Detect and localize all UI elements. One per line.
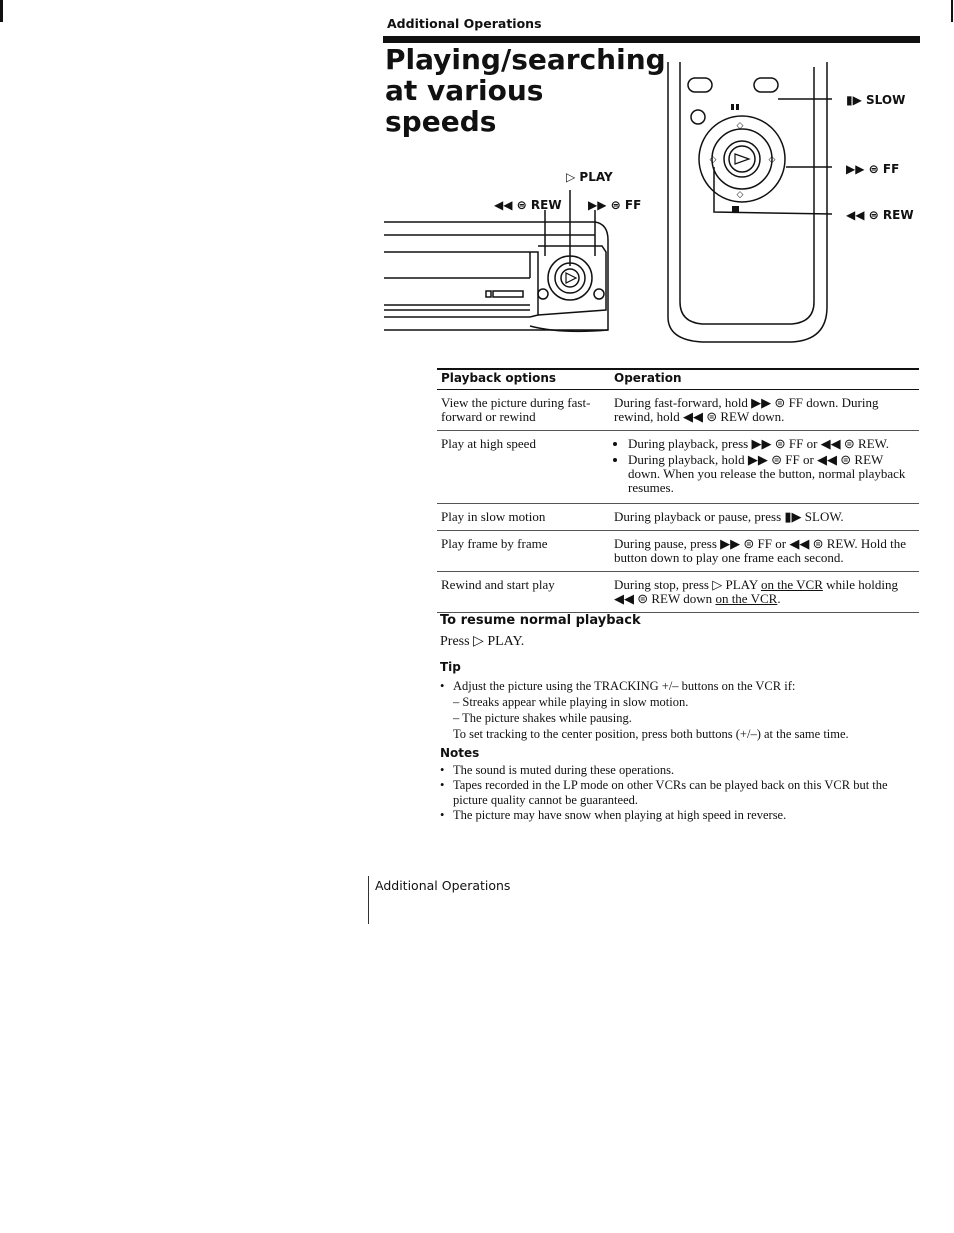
tip-bullet: • Adjust the picture using the TRACKING +/– buttons on the VCR if:	[440, 678, 910, 694]
tip-sub-item: – The picture shakes while pausing.	[453, 711, 632, 725]
resume-text: Press ▷ PLAY.	[440, 634, 525, 649]
table-row	[437, 431, 919, 504]
notes-heading: Notes	[440, 746, 480, 760]
svg-text:◇: ◇	[736, 189, 744, 199]
operation-cell	[610, 572, 919, 613]
tip-body	[440, 678, 910, 742]
operation-text: During stop, press ▷ PLAY	[614, 577, 761, 592]
remote-rew-text: REW	[882, 208, 914, 222]
operation-text: while holding ◀◀ ⊜ REW down	[614, 577, 898, 606]
option-cell: Rewind and start play	[437, 572, 610, 613]
remote-ff-label: ▶▶ ⊜ FF	[846, 162, 900, 176]
header-rule	[383, 36, 920, 43]
operation-cell: During pause, press ▶▶ ⊜ FF or ◀◀ ⊜ REW. Hold the button down to play one frame each second.	[610, 531, 919, 572]
playback-options-table	[437, 368, 919, 613]
operation-cell: During fast-forward, hold ▶▶ ⊜ FF down. During rewind, hold ◀◀ ⊜ REW down.	[610, 390, 919, 431]
svg-text:◇: ◇	[709, 154, 717, 164]
footer-rule	[368, 876, 369, 924]
svg-text:◇: ◇	[736, 120, 744, 130]
page-edge-mark	[0, 0, 3, 22]
vcr-play-text: PLAY	[579, 170, 613, 184]
remote-rew-label: ◀◀ ⊜ REW	[846, 208, 914, 222]
remote-illustration	[662, 62, 852, 347]
tip-sub-item: – Streaks appear while playing in slow motion.	[453, 695, 689, 709]
option-cell: Play frame by frame	[437, 531, 610, 572]
remote-ff-text: FF	[882, 162, 900, 176]
vcr-ff-label: ▶▶ ⊜ FF	[588, 198, 642, 212]
svg-text:◇: ◇	[768, 154, 776, 164]
note-item: • Tapes recorded in the LP mode on other VCRs can be played back on this VCR but the picture quality cannot be guaranteed.	[440, 778, 910, 808]
operation-cell	[610, 431, 919, 504]
title-line-2: at various speeds	[385, 74, 544, 138]
operation-text: .	[777, 591, 781, 606]
vcr-play-label: ▷ PLAY	[566, 170, 613, 184]
operation-cell: During playback or pause, press ▮▶ SLOW.	[610, 504, 919, 531]
vcr-rew-label: ◀◀ ⊜ REW	[494, 198, 562, 212]
note-item: • The picture may have snow when playing at high speed in reverse.	[440, 808, 910, 823]
table-row	[437, 390, 919, 431]
table-header-row	[437, 369, 919, 390]
table-row	[437, 572, 919, 613]
notes-list	[440, 763, 910, 823]
operation-bullet: • During playback, hold ▶▶ ⊜ FF or ◀◀ ⊜ REW down. When you release the button, normal playback resumes.	[628, 453, 916, 495]
table-row	[437, 504, 919, 531]
note-item: • The sound is muted during these operations.	[440, 763, 910, 778]
section-header: Additional Operations	[387, 16, 542, 31]
option-cell: Play in slow motion	[437, 504, 610, 531]
resume-heading: To resume normal playback	[440, 613, 641, 628]
footer-text: Additional Operations	[375, 878, 511, 893]
remote-slow-text: SLOW	[866, 93, 906, 107]
table-row	[437, 531, 919, 572]
remote-slow-label: ▮▶ SLOW	[846, 93, 906, 107]
title-line-1: Playing/searching	[385, 43, 666, 76]
tip-heading: Tip	[440, 660, 461, 674]
option-cell: Play at high speed	[437, 431, 610, 504]
operation-underlined: on the VCR	[715, 591, 778, 606]
page-edge-mark	[951, 0, 953, 22]
column-header-options: Playback options	[437, 369, 610, 390]
column-header-operation: Operation	[610, 369, 919, 390]
option-cell: View the picture during fast-forward or rewind	[437, 390, 610, 431]
operation-bullet: • During playback, press ▶▶ ⊜ FF or ◀◀ ⊜ REW.	[628, 437, 916, 451]
page-title	[385, 43, 666, 138]
vcr-ff-text: FF	[624, 198, 642, 212]
tip-after-text: To set tracking to the center position, press both buttons (+/–) at the same time.	[453, 727, 849, 741]
vcr-rew-text: REW	[530, 198, 562, 212]
operation-underlined: on the VCR	[761, 577, 823, 592]
vcr-illustration	[380, 160, 670, 340]
